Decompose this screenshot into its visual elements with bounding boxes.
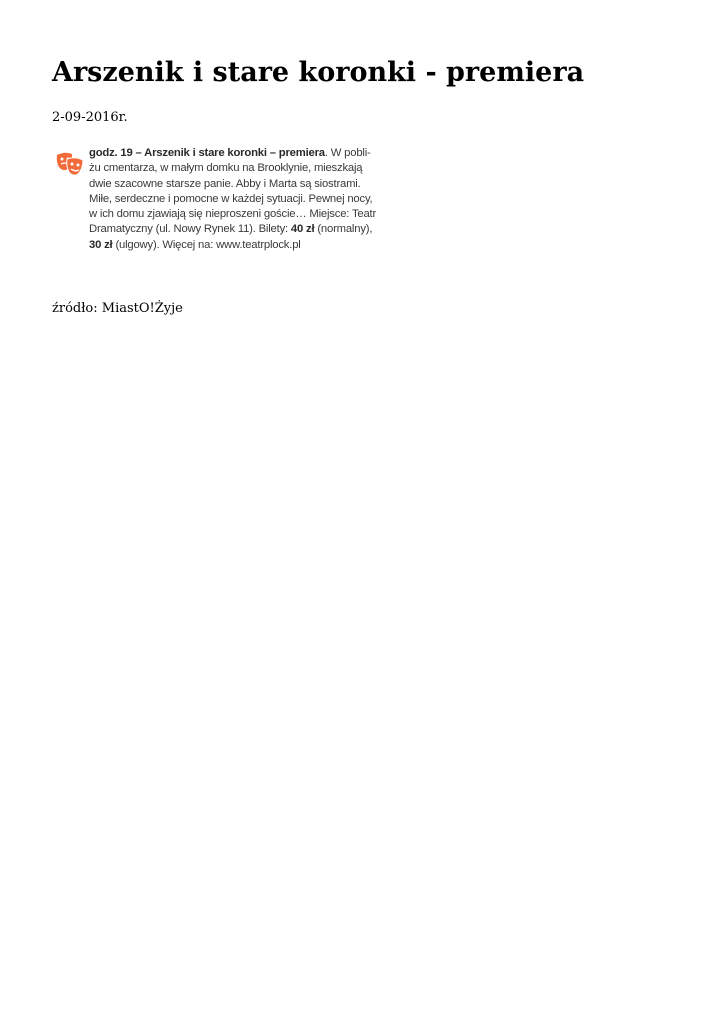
page-title: Arszenik i stare koronki - premiera <box>52 57 585 88</box>
clipping-line: Miłe, serdeczne i pomocne w każdej sytuacji. Pewnej nocy, <box>89 192 373 205</box>
event-clipping-image <box>52 146 404 254</box>
price-reduced: 30 zł <box>89 238 113 251</box>
post-date: 2-09-2016r. <box>52 110 128 125</box>
clipping-line: 30 zł (ulgowy). Więcej na: www.teatrplock.pl <box>89 238 301 251</box>
clipping-line: dwie szacowne starsze panie. Abby i Marta są siostrami. <box>89 177 361 190</box>
clipping-line: w ich domu zjawiają się nieproszeni goście… Miejsce: Teatr <box>89 208 377 221</box>
clipping-line: Dramatyczny (ul. Nowy Rynek 11). Bilety: 40 zł (normalny), <box>89 223 373 236</box>
price-normal: 40 zł <box>290 223 315 236</box>
event-headline: godz. 19 – Arszenik i stare koronki – premiera <box>89 147 325 159</box>
clipping-line: żu cmentarza, w małym domku na Brooklynie, mieszkają <box>89 162 363 175</box>
clipping-line: godz. 19 – Arszenik i stare koronki – premiera. W pobli- <box>89 147 371 159</box>
event-description <box>89 146 409 253</box>
source-credit: źródło: MiastO!Żyje <box>52 301 183 316</box>
theatre-masks-icon <box>55 151 85 177</box>
